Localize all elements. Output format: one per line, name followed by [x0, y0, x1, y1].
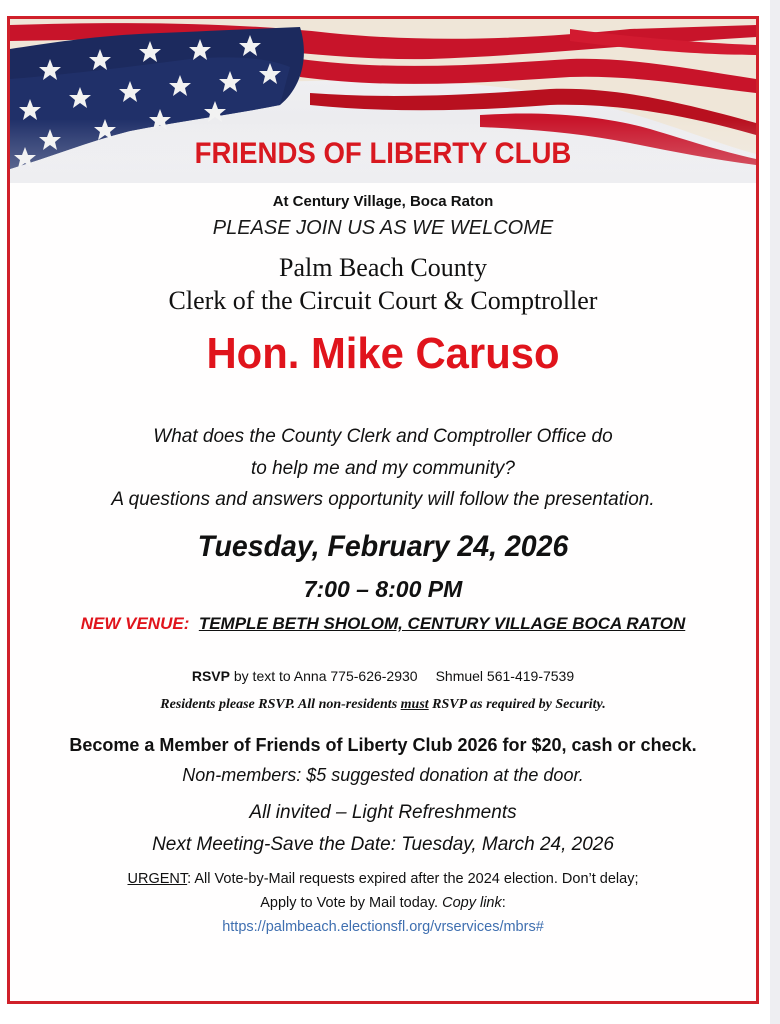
- location-line: At Century Village, Boca Raton: [272, 193, 494, 210]
- flag-banner: [10, 19, 756, 183]
- question-line-3: A questions and answers opportunity will follow the presentation.: [111, 489, 655, 510]
- rsvp-contact-anna: by text to Anna 775-626-2930: [229, 668, 418, 684]
- flyer-frame: [7, 16, 759, 1004]
- page-edge: [770, 0, 780, 1024]
- residents-text-after: RSVP as required by Security.: [428, 697, 606, 712]
- event-venue: [10, 614, 756, 634]
- office-line-2: Clerk of the Circuit Court & Comptroller: [168, 286, 598, 315]
- rsvp-line: [10, 668, 756, 684]
- event-time: 7:00 – 8:00 PM: [303, 576, 463, 602]
- venue-place: TEMPLE BETH SHOLOM, CENTURY VILLAGE BOCA RATON: [198, 614, 686, 633]
- club-title: FRIENDS OF LIBERTY CLUB: [194, 137, 572, 170]
- rsvp-contact-shmuel: Shmuel 561-419-7539: [435, 668, 575, 684]
- question-line-1: What does the County Clerk and Comptroller Office do: [153, 426, 613, 447]
- refreshments-line: All invited – Light Refreshments: [249, 802, 517, 823]
- nonmember-line: Non-members: $5 suggested donation at the door.: [182, 765, 584, 785]
- apply-line: [10, 895, 756, 911]
- next-meeting-line: Next Meeting-Save the Date: Tuesday, March 24, 2026: [152, 834, 614, 855]
- apply-colon: :: [501, 895, 506, 911]
- honoree-name: Hon. Mike Caruso: [206, 329, 560, 378]
- residents-note: [10, 697, 756, 713]
- venue-colon: :: [183, 614, 190, 633]
- residents-emphasis: must: [400, 697, 429, 712]
- residents-text-before: Residents please RSVP. All non-residents: [160, 697, 401, 712]
- apply-text: Apply to Vote by Mail today.: [260, 895, 443, 911]
- vote-by-mail-link[interactable]: https://palmbeach.electionsfl.org/vrservices/mbrs#: [222, 919, 544, 935]
- invitation-line: PLEASE JOIN US AS WE WELCOME: [212, 217, 554, 239]
- office-line-1: Palm Beach County: [279, 253, 487, 282]
- membership-line: Become a Member of Friends of Liberty Club 2026 for $20, cash or check.: [69, 735, 697, 755]
- urgent-label: URGENT: [127, 871, 188, 887]
- venue-label: NEW VENUE: [80, 614, 184, 633]
- event-date: Tuesday, February 24, 2026: [197, 530, 569, 563]
- rsvp-label: RSVP: [191, 668, 230, 684]
- urgent-text: : All Vote-by-Mail requests expired after the 2024 election. Don’t delay;: [187, 871, 639, 887]
- question-line-2: to help me and my community?: [250, 458, 515, 479]
- copy-link-label: Copy link: [442, 895, 502, 911]
- urgent-notice: [10, 871, 756, 887]
